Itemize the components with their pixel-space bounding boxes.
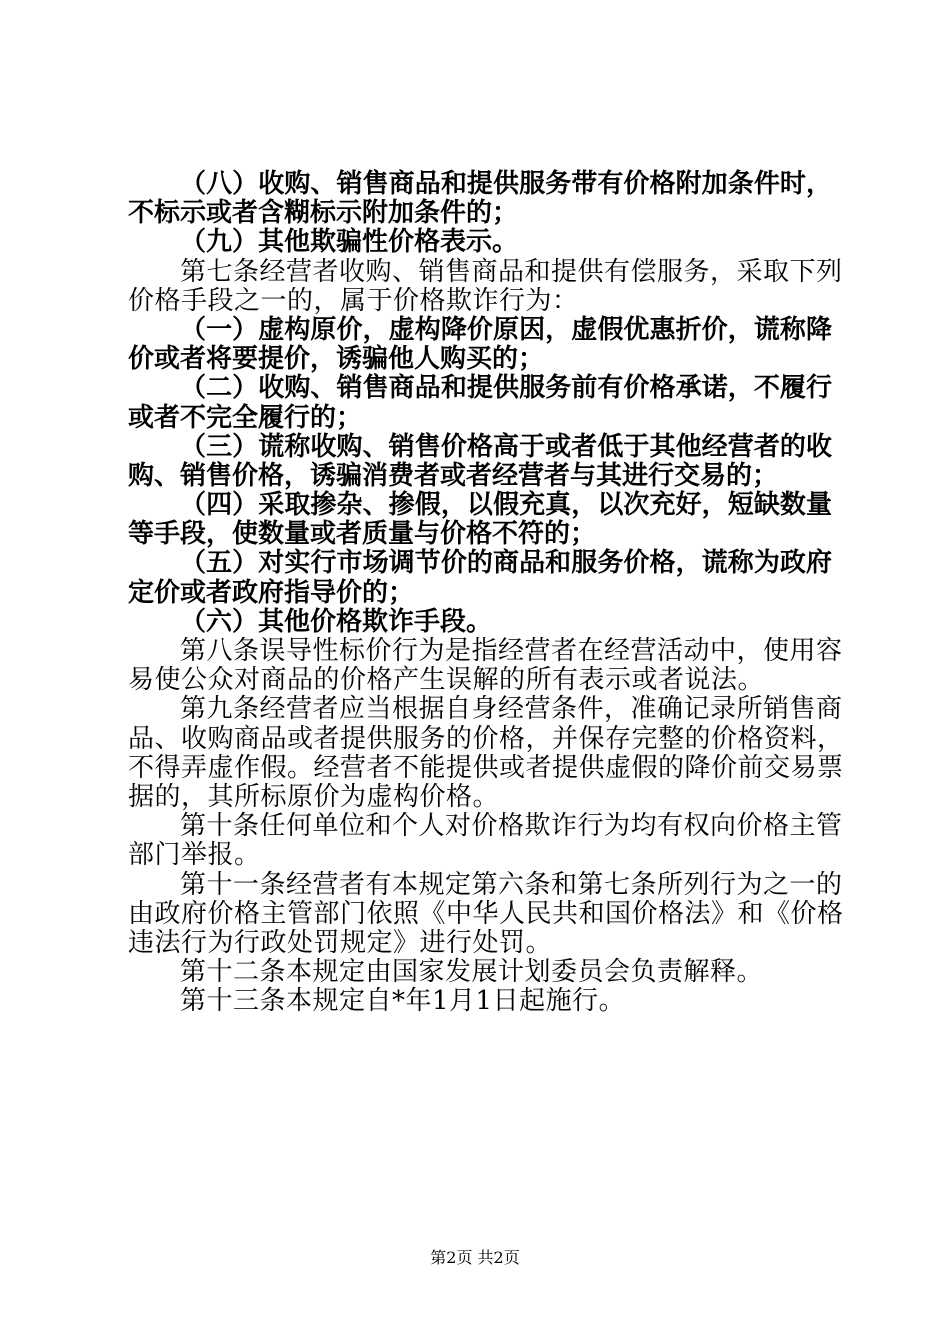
paragraph-line: 等手段，使数量或者质量与价格不符的； xyxy=(128,519,597,550)
paragraph-line: （一）虚构原价，虚构降价原因，虚假优惠折价，谎称降 xyxy=(180,314,832,345)
paragraph-line: 价格手段之一的，属于价格欺诈行为： xyxy=(128,285,579,316)
paragraph-line: 据的，其所标原价为虚构价格。 xyxy=(128,781,500,812)
paragraph-line: （六）其他价格欺诈手段。 xyxy=(180,606,493,637)
paragraph-line: （九）其他欺骗性价格表示。 xyxy=(180,227,519,258)
paragraph-line: 或者不完全履行的； xyxy=(128,402,363,433)
paragraph-line: 品、收购商品或者提供服务的价格，并保存完整的价格资料， xyxy=(128,723,844,754)
paragraph-line: （八）收购、销售商品和提供服务带有价格附加条件时， xyxy=(180,169,832,199)
paragraph-line: （三）谎称收购、销售价格高于或者低于其他经营者的收 xyxy=(180,431,832,462)
document-body xyxy=(128,169,844,1017)
paragraph-line: 不得弄虚作假。经营者不能提供或者提供虚假的降价前交易票 xyxy=(128,752,844,783)
paragraph-line: 价或者将要提价，诱骗他人购买的； xyxy=(128,344,545,375)
paragraph-line: 购、销售价格，诱骗消费者或者经营者与其进行交易的； xyxy=(128,460,779,491)
page-number-footer: 第2页 共2页 xyxy=(430,1248,520,1267)
paragraph-line: 由政府价格主管部门依照《中华人民共和国价格法》和《价格 xyxy=(128,898,844,929)
paragraph-line: 第十三条本规定自*年1月1日起施行。 xyxy=(180,986,626,1017)
paragraph-line: 第九条经营者应当根据自身经营条件，准确记录所销售商 xyxy=(180,694,843,725)
paragraph-line: 第八条误导性标价行为是指经营者在经营活动中，使用容 xyxy=(180,636,843,666)
paragraph-line: 违法行为行政处罚规定》进行处罚。 xyxy=(128,927,553,958)
paragraph-line: （二）收购、销售商品和提供服务前有价格承诺，不履行 xyxy=(180,373,832,404)
paragraph-line: 第十条任何单位和个人对价格欺诈行为均有权向价格主管 xyxy=(180,811,843,842)
paragraph-line: 不标示或者含糊标示附加条件的； xyxy=(128,198,519,229)
paragraph-line: 定价或者政府指导价的； xyxy=(128,577,415,608)
paragraph-line: （四）采取掺杂、掺假，以假充真，以次充好，短缺数量 xyxy=(180,490,832,521)
paragraph-line: 第十二条本规定由国家发展计划委员会负责解释。 xyxy=(180,957,764,988)
paragraph-line: 第七条经营者收购、销售商品和提供有偿服务，采取下列 xyxy=(180,256,843,287)
paragraph-line: （五）对实行市场调节价的商品和服务价格，谎称为政府 xyxy=(180,548,832,579)
paragraph-line: 第十一条经营者有本规定第六条和第七条所列行为之一的 xyxy=(180,869,843,900)
paragraph-line: 易使公众对商品的价格产生误解的所有表示或者说法。 xyxy=(128,665,765,696)
paragraph-line: 部门举报。 xyxy=(128,840,261,871)
